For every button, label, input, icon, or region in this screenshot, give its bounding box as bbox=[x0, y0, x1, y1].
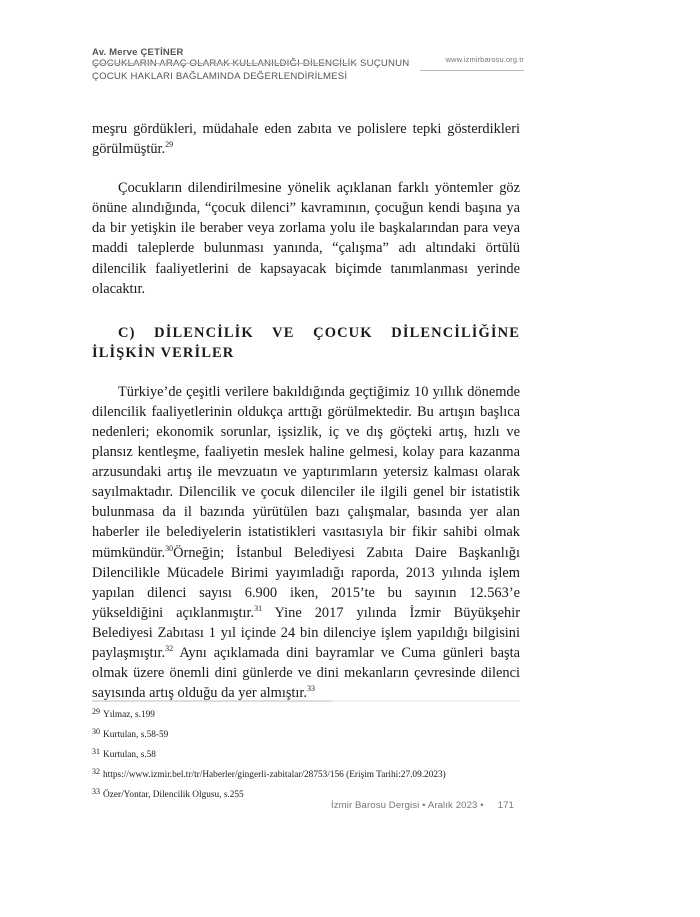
footnote-text: Özer/Yontar, Dilencilik Olgusu, s.255 bbox=[103, 790, 244, 800]
footnotes bbox=[92, 705, 532, 805]
footnote-text: Kurtulan, s.58 bbox=[103, 750, 156, 760]
running-footer bbox=[331, 800, 514, 811]
header-author: Av. Merve ÇETİNER bbox=[92, 47, 184, 58]
footnote-ref-29: 29 bbox=[165, 140, 174, 150]
footnote-text: https://www.izmir.bel.tr/tr/Haberler/gingerli-zabitalar/28753/156 (Erişim Tarihi:27.09.2023) bbox=[103, 770, 446, 780]
paragraph-2: Çocukların dilendirilmesine yönelik açıklanan farklı yöntemler göz önüne alındığında, “çocuk dilenci” kavramının, çocuğun kendi başına ya da bir yetişkin ile beraber veya zorlama yolu ile başkalarından para veya maddi taleplerde bulunması yanında, “çalışma” adı altındaki örtülü dilencilik faaliyetlerini de kapsayacak biçimde tanımlanması yerinde olacaktır. bbox=[92, 180, 520, 297]
paragraph-3-part-1: Türkiye’de çeşitli verilere bakıldığında geçtiğimiz 10 yıllık dönemde dilencilik faaliyetlerinin oldukça arttığı görülmektedir. Bu artışın başlıca nedenleri; ekonomik sorunlar, işsizlik, iç ve dış göçteki artış, hızlı ve plansız kentleşme, faaliyetin meslek haline gelmesi, kolay para kazanma arzusundaki artış ile mevzuatın ve yaptırımların yetersiz kalması olarak sayılmaktadır. Dilencilik ve çocuk dilenciler ile ilgili genel bir istatistik bulunmasa da il bazında yürütülen bazı çalışmalar, basında yer alan haberler ile belediyelerin istatistikleri vasıtasıyla bir fikir sahibi olmak mümkündür. bbox=[92, 383, 520, 561]
footnote-30 bbox=[92, 725, 532, 745]
footnote-number: 29 bbox=[92, 707, 100, 716]
footnote-ref-32: 32 bbox=[165, 643, 174, 653]
paragraph-3-part-2: Örneğin; İstanbul Belediyesi Zabıta Daire Başkanlığı Dilencilikle Mücadele Birimi yayımladığı raporda, 2013 yılında işlem yapılan dilenci sayısı 6.900 iken, 2015’te bu sayının 12.563’e yükseldiğini açıklanmıştır. bbox=[92, 544, 520, 621]
main-text bbox=[92, 119, 520, 703]
header-title-line-1: ÇOCUKLARIN ARAÇ OLARAK KULLANILDIĞI DİLENCİLİK SUÇUNUN bbox=[92, 58, 410, 69]
paragraph-1-text: meşru gördükleri, müdahale eden zabıta ve polislere tepki gösterdikleri görülmüştür. bbox=[92, 121, 520, 158]
footnote-number: 30 bbox=[92, 727, 100, 736]
header-website: www.izmirbarosu.org.tr bbox=[445, 55, 524, 64]
footnote-text: Kurtulan, s.58-59 bbox=[103, 730, 169, 740]
running-header bbox=[92, 47, 524, 83]
paragraph-3-part-4: Aynı açıklamada dini bayramlar ve Cuma günleri başta olmak üzere önemli dini günlerde ve dini mekanların çevresinde dilenci sayısında artış olduğu da yer almıştır. bbox=[92, 644, 520, 702]
footer-journal: İzmir Barosu Dergisi • Aralık 2023 • bbox=[331, 800, 484, 811]
footnote-32 bbox=[92, 765, 532, 785]
footnote-number: 32 bbox=[92, 767, 100, 776]
footnote-ref-30: 30 bbox=[165, 543, 174, 553]
footnote-31 bbox=[92, 745, 532, 765]
paragraph-1 bbox=[92, 119, 520, 159]
footnote-divider bbox=[92, 697, 520, 705]
footnote-number: 31 bbox=[92, 747, 100, 756]
footnote-ref-31: 31 bbox=[254, 603, 263, 613]
header-title-line-2: ÇOCUK HAKLARI BAĞLAMINDA DEĞERLENDİRİLMESİ bbox=[92, 70, 348, 82]
paragraph-3-part-3: Yine 2017 yılında İzmir Büyükşehir Belediyesi Zabıtası 1 yıl içinde 24 bin dilenciye işlem yapıldığı bilgisini paylaşmıştır. bbox=[92, 604, 520, 661]
footnote-text: Yılmaz, s.199 bbox=[103, 710, 155, 720]
header-divider bbox=[92, 63, 357, 64]
footnote-ref-33: 33 bbox=[307, 684, 316, 694]
footnote-number: 33 bbox=[92, 787, 100, 796]
footnote-29 bbox=[92, 705, 532, 725]
paragraph-3 bbox=[92, 382, 520, 704]
section-heading: C) DİLENCİLİK VE ÇOCUK DİLENCİLİĞİNE İLİŞKİN VERİLER bbox=[92, 324, 520, 361]
page-number: 171 bbox=[497, 800, 514, 811]
header-divider-right bbox=[420, 70, 524, 71]
